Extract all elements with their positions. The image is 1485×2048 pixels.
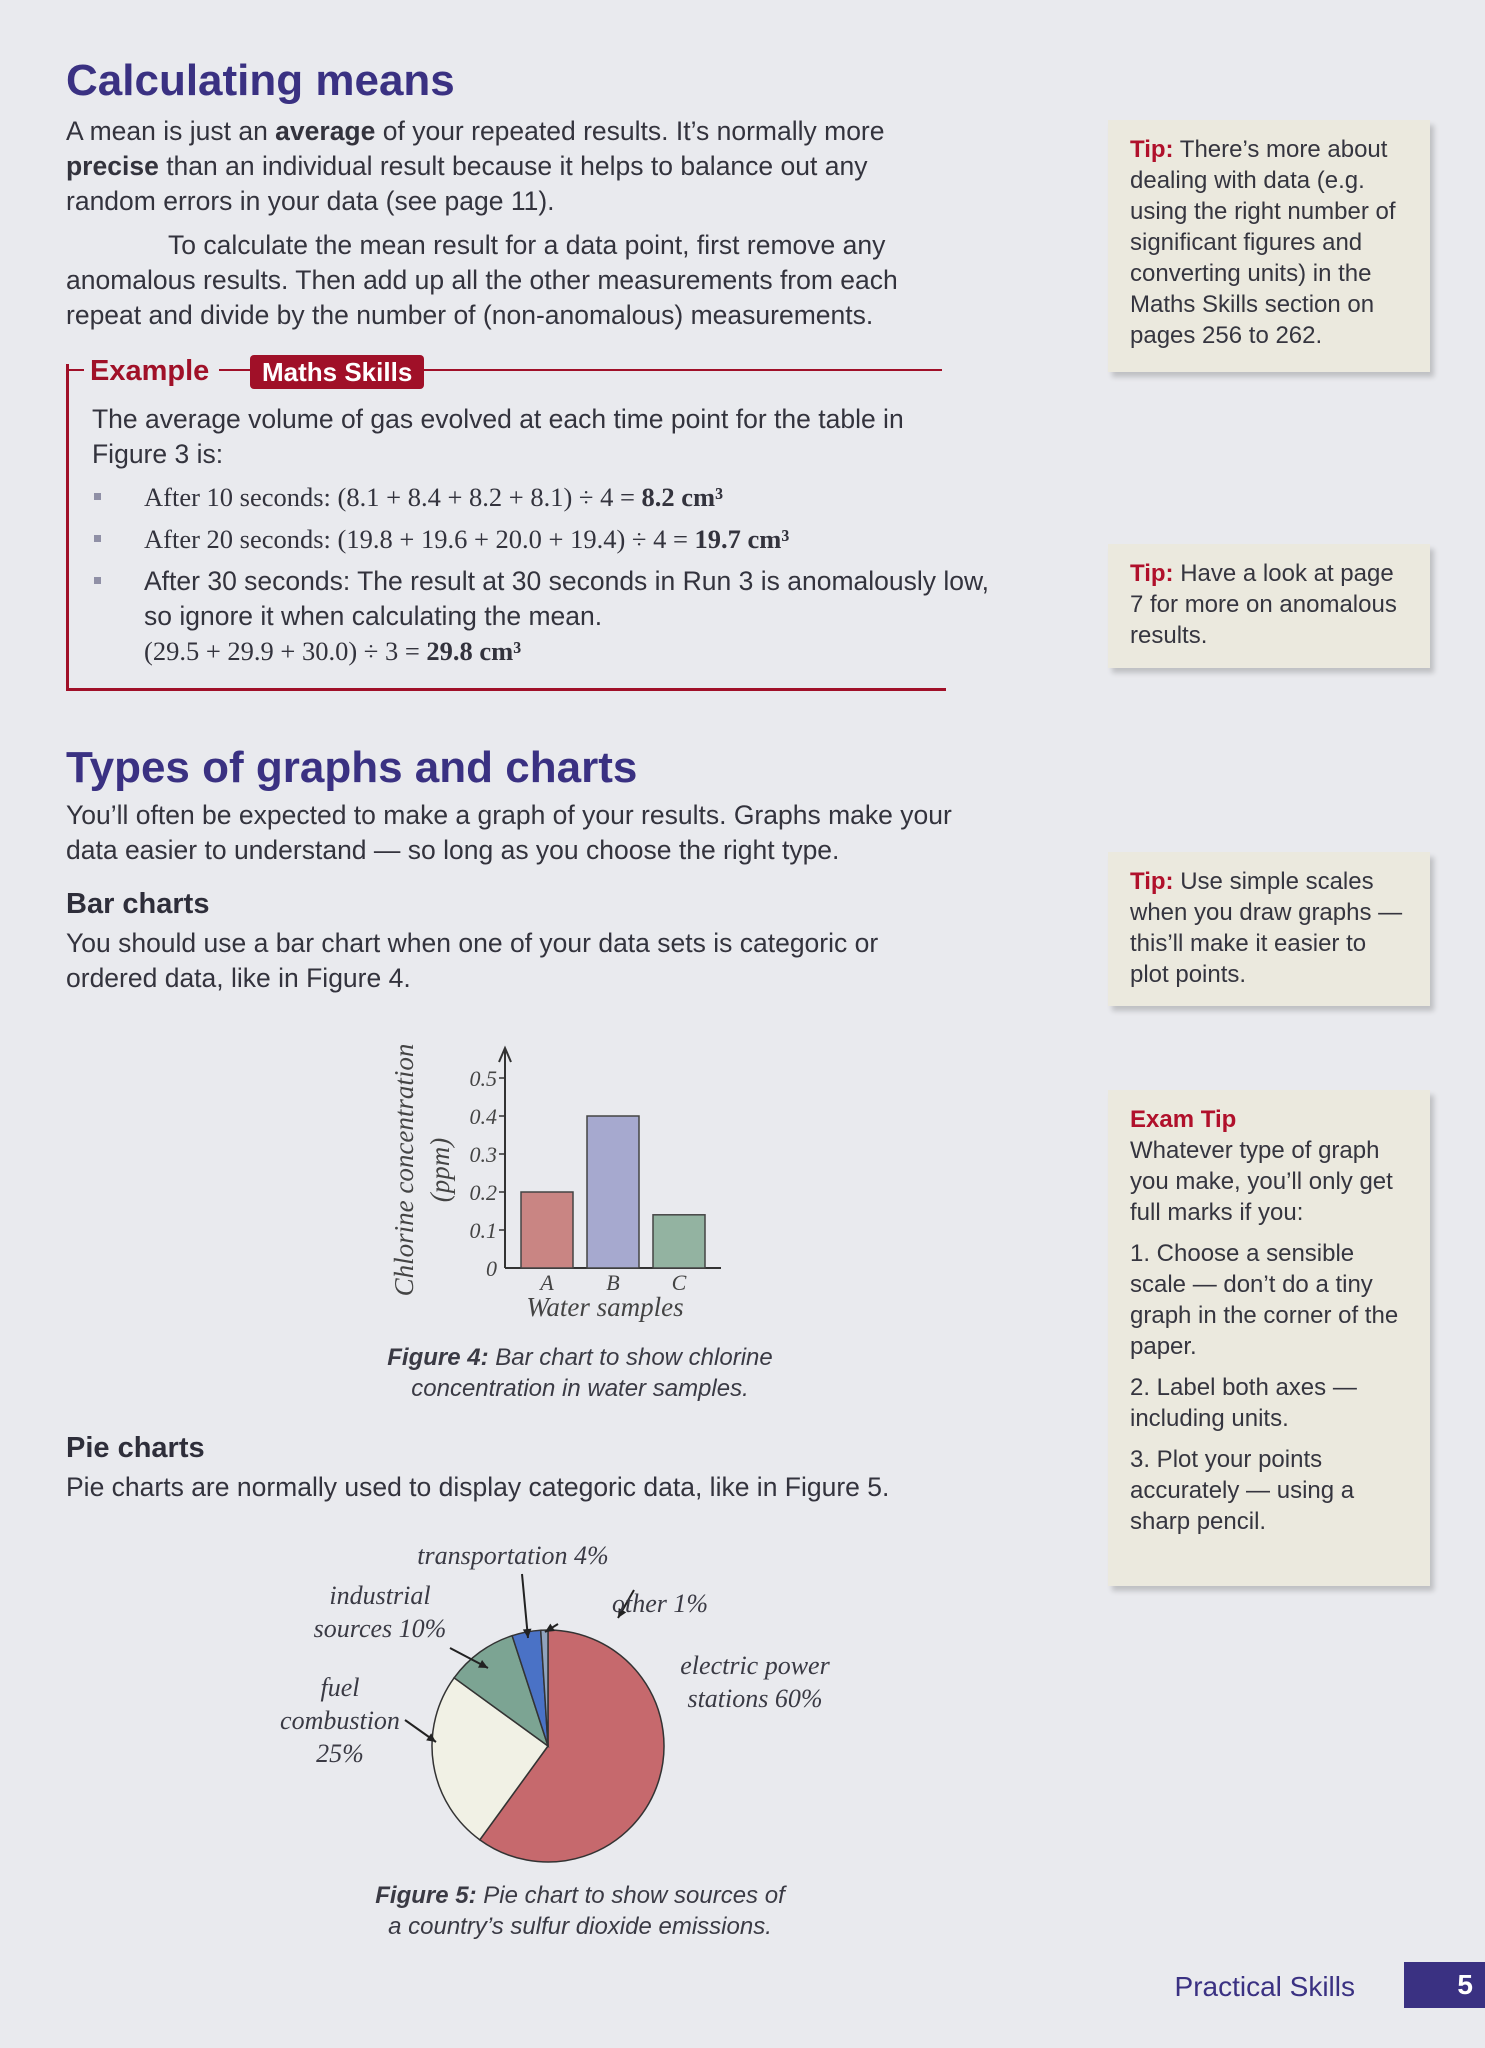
example-bullet-3 [144, 564, 1024, 669]
tip-box-anomalous [1108, 544, 1430, 668]
bar-chart [380, 1010, 740, 1330]
exam-tip-item-2: 2. Label both axes — including units. [1130, 1374, 1357, 1432]
pie-label-other: other 1% [611, 1589, 709, 1618]
pie-leader-line [522, 1574, 528, 1638]
pie-label-transportation: transportation 4% [417, 1541, 609, 1570]
figure-4-label: Figure 4: [387, 1344, 489, 1371]
bar-x-axis-label: Water samples [526, 1292, 684, 1322]
example-intro: The average volume of gas evolved at each time point for the table in Figure 3 is: [92, 404, 904, 469]
bar-y-axis-label-line-1: Chlorine concentration [389, 1043, 419, 1297]
pie-label-industrial-sources: sources 10% [313, 1614, 447, 1643]
bar-y-axis-label [389, 1044, 455, 1297]
figure-5-line-1: Pie chart to show sources of [476, 1882, 785, 1909]
pie-label-electric-power-stations: stations 60% [687, 1684, 823, 1713]
bar-A [521, 1192, 573, 1268]
pie-charts-heading: Pie charts [66, 1432, 205, 1464]
tip-2-label: Tip: [1130, 560, 1174, 587]
bullet-3-calc: (29.5 + 29.9 + 30.0) ÷ 3 = [144, 636, 427, 666]
bar-charts-heading: Bar charts [66, 888, 210, 920]
mean-paragraph-1-part-1: average [275, 116, 376, 146]
bar-x-tick-label: C [671, 1270, 687, 1295]
exam-tip-item-1: 1. Choose a sensible scale — don’t do a tiny graph in the corner of the paper. [1130, 1240, 1399, 1360]
bullet-2-text: After 20 seconds: (19.8 + 19.6 + 20.0 + 19.4) ÷ 4 = [144, 524, 695, 554]
figure-4-line-2: concentration in water samples. [411, 1375, 749, 1402]
tip-box-data [1108, 120, 1430, 372]
bar-y-tick-label: 0 [486, 1256, 497, 1281]
figure-5-label: Figure 5: [375, 1882, 477, 1909]
mean-paragraph-1-part-0: A mean is just an [66, 116, 276, 146]
bar-B [587, 1116, 639, 1268]
mean-paragraph-1-part-2: of your repeated results. It’s normally more [375, 116, 885, 146]
section-title-calculating-means: Calculating means [66, 56, 455, 105]
mean-paragraph-2: To calculate the mean result for a data point, first remove any anomalous results. Then add up all the other measurements from each repeat and divide by the number of (non-anomalous) measurements. [66, 230, 898, 330]
exam-tip-box [1108, 1090, 1430, 1586]
bar-y-tick-label: 0.1 [469, 1218, 497, 1243]
bar-x-tick-label: A [540, 1270, 554, 1295]
footer-section-name: Practical Skills [1174, 1971, 1355, 2002]
mean-paragraph-1 [66, 114, 946, 219]
bullet-3 [94, 577, 101, 584]
mean-paragraph-1-part-3: precise [66, 151, 159, 181]
example-label: Example [84, 353, 219, 389]
bullet-1-result: 8.2 cm³ [641, 482, 724, 512]
example-bullet-2 [144, 522, 964, 557]
figure-5-line-2: a country’s sulfur dioxide emissions. [388, 1913, 772, 1940]
bar-y-tick-label: 0.2 [469, 1180, 497, 1205]
exam-tip-label: Exam Tip [1130, 1106, 1237, 1133]
bar-y-tick-label: 0.5 [469, 1066, 497, 1091]
tip-2-text: Have a look at page 7 for more on anomalous results. [1130, 560, 1397, 649]
tip-3-label: Tip: [1130, 868, 1174, 895]
bullet-3-line-3 [144, 634, 1024, 669]
bullet-2-result: 19.7 cm³ [694, 524, 790, 554]
tip-3-text: Use simple scales when you draw graphs — this’ll make it easier to plot points. [1130, 868, 1403, 988]
example-bullet-1 [144, 480, 964, 515]
bullet-2 [94, 535, 101, 542]
bullet-1-text: After 10 seconds: (8.1 + 8.4 + 8.2 + 8.1) ÷ 4 = [144, 482, 642, 512]
pie-label-industrial-sources: industrial [329, 1581, 431, 1610]
tip-1-label: Tip: [1130, 136, 1174, 163]
bar-y-tick-label: 0.3 [469, 1142, 497, 1167]
bullet-3-line-2: so ignore it when calculating the mean. [144, 601, 603, 631]
figure-4-caption [300, 1342, 860, 1404]
types-intro: You’ll often be expected to make a graph of your results. Graphs make your data easier to understand — so long as you choose the right type. [66, 800, 952, 865]
footer-page-number: 5 [1404, 1962, 1485, 2008]
bar-x-tick-label: B [606, 1270, 620, 1295]
figure-5-caption [300, 1880, 860, 1942]
pie-label-fuel-combustion: combustion [280, 1706, 400, 1735]
section-title-types-of-graphs: Types of graphs and charts [66, 743, 638, 792]
exam-tip-intro: Whatever type of graph you make, you’ll only get full marks if you: [1130, 1137, 1393, 1226]
tip-1-text: There’s more about dealing with data (e.g. using the right number of significant figures and converting units) in the Maths Skills section on pages 256 to 262. [1130, 136, 1396, 349]
bar-charts-text: You should use a bar chart when one of your data sets is categoric or ordered data, like in Figure 4. [66, 928, 879, 993]
bar-C [653, 1215, 705, 1268]
bar-y-tick-label: 0.4 [469, 1104, 497, 1129]
pie-label-electric-power-stations: electric power [680, 1651, 830, 1680]
pie-label-fuel-combustion: fuel [320, 1673, 360, 1702]
pie-chart [250, 1530, 890, 1870]
mean-paragraph-1-part-4: than an individual result because it helps to balance out any random errors in your data (see page 11). [66, 151, 868, 216]
bullet-1 [94, 493, 101, 500]
pie-charts-text: Pie charts are normally used to display categoric data, like in Figure 5. [66, 1472, 890, 1502]
exam-tip-item-3: 3. Plot your points accurately — using a sharp pencil. [1130, 1446, 1355, 1535]
maths-skills-badge: Maths Skills [250, 355, 424, 389]
bar-y-axis-label-line-2: (ppm) [425, 1137, 455, 1203]
pie-label-fuel-combustion: 25% [316, 1739, 364, 1768]
tip-box-scales [1108, 852, 1430, 1006]
bullet-3-result: 29.8 cm³ [426, 636, 522, 666]
figure-4-line-1: Bar chart to show chlorine [488, 1344, 773, 1371]
bullet-3-line-1: After 30 seconds: The result at 30 seconds in Run 3 is anomalously low, [144, 566, 990, 596]
